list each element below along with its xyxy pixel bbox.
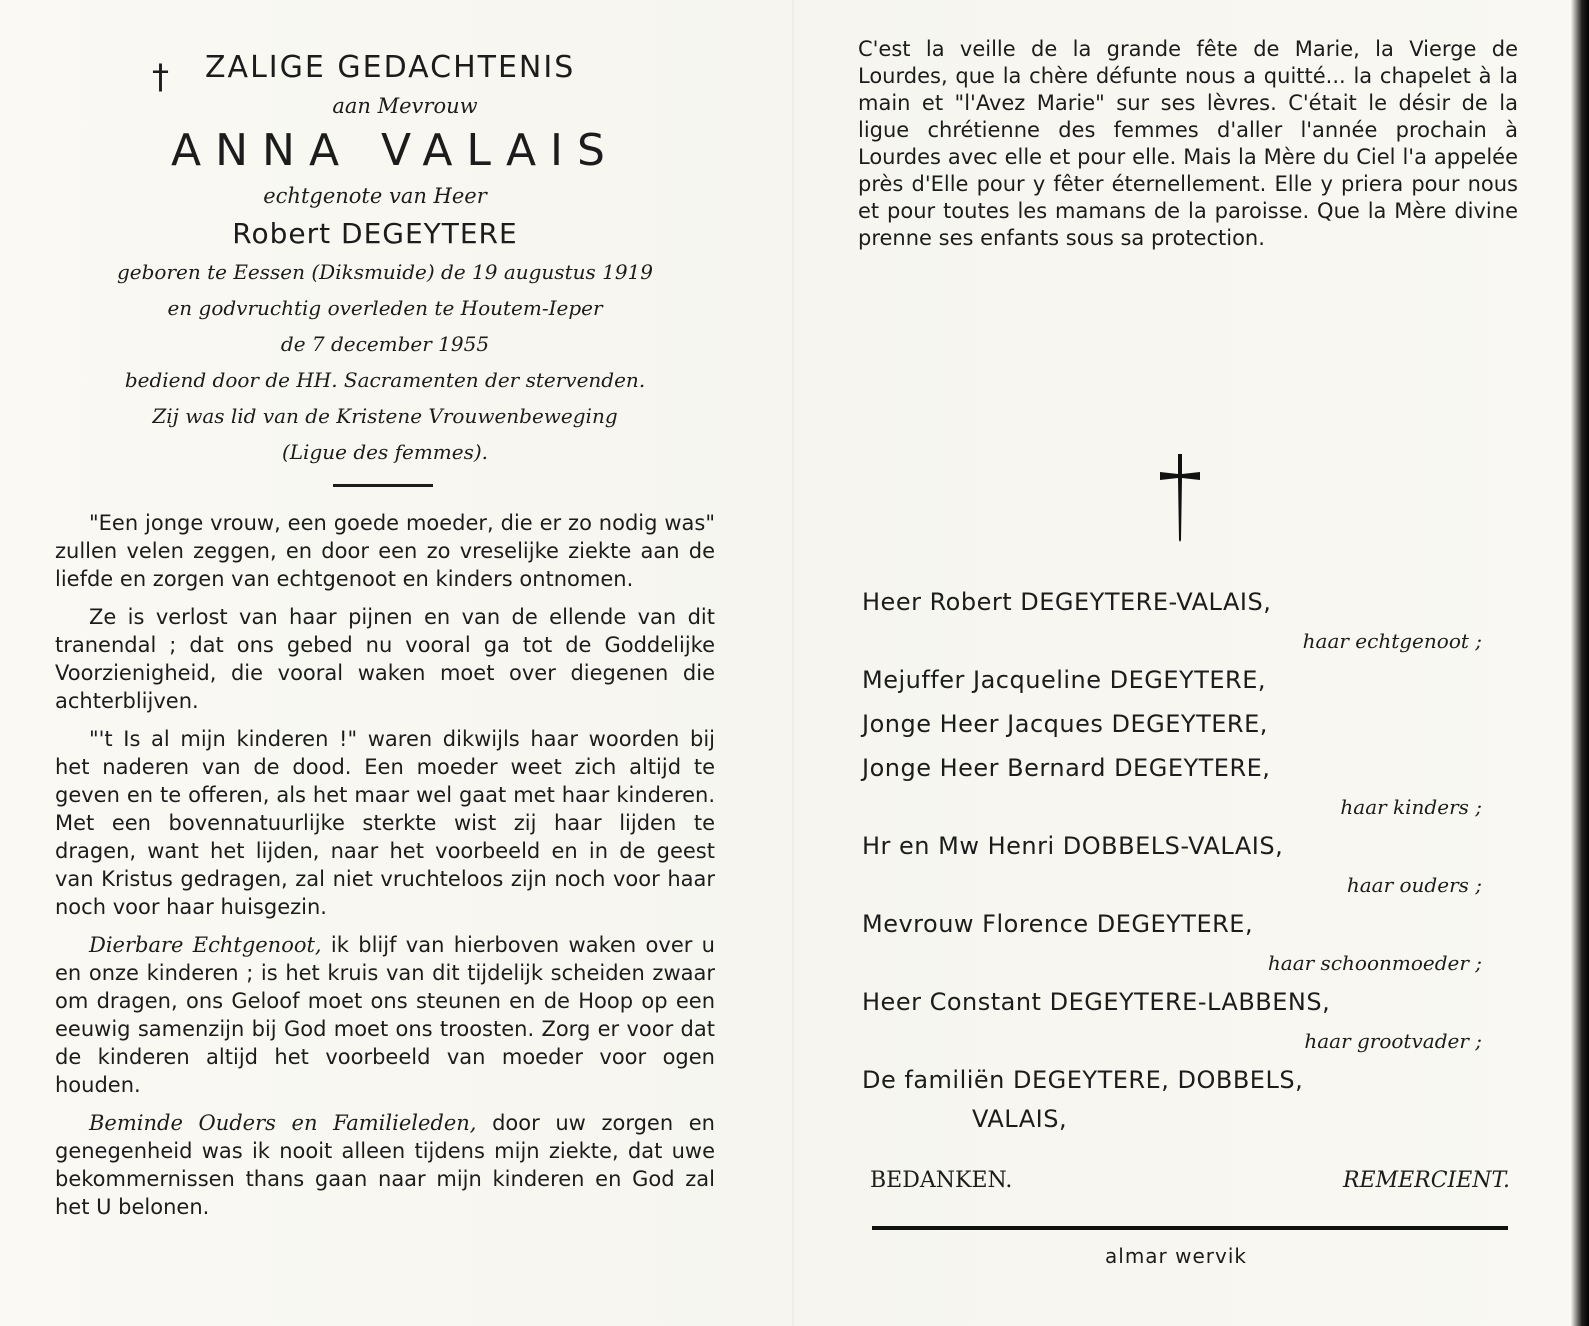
- family-member-role: haar kinders ;: [1340, 795, 1482, 819]
- paragraph-1: "Een jonge vrouw, een goede moeder, die er zo nodig was" zullen velen zeggen, en door een zo vreselijke ziekte aan de liefde en zorgen van echtgenoot en kinders ontnomen.: [55, 511, 715, 591]
- family-list: [862, 580, 1512, 1136]
- family-member-role: haar grootvader ;: [1304, 1029, 1482, 1053]
- sacraments-line: bediend door de HH. Sacramenten der stervenden.: [124, 368, 646, 392]
- thanks-dutch: BEDANKEN.: [870, 1168, 1013, 1193]
- family-member-name: Mejuffer Jacqueline DEGEYTERE,: [862, 666, 1267, 694]
- fold-line: [792, 0, 794, 1326]
- paragraph-5: [55, 1109, 715, 1221]
- divider: [333, 484, 433, 487]
- paragraph-4-lead: Dierbare Echtgenoot,: [89, 933, 322, 957]
- paragraph-4-rest: ik blijf van hierboven waken over u en onze kinderen ; is het kruis van dit tijdelijk scheiden zwaar om dragen, ons Geloof moet ons steunen en de Hoop op een eeuwig samenzijn bij God moet ons troosten. Zorg er voor dat de kinderen altijd het voorbeeld van moeder voor ogen houden.: [55, 933, 715, 1097]
- small-cross-icon: †: [152, 57, 169, 97]
- scan-edge: [1571, 0, 1589, 1326]
- paragraph-5-lead: Beminde Ouders en Familieleden,: [89, 1111, 477, 1135]
- thanks-french: REMERCIENT.: [1342, 1168, 1510, 1193]
- family-member-role: haar ouders ;: [1346, 873, 1482, 897]
- french-text: C'est la veille de la grande fête de Marie, la Vierge de Lourdes, que la chère défunte nous a quitté... la chapelet à la main et "l'Avez Marie" sur ses lèvres. C'était le désir de la ligue chrétienne des femmes d'aller l'année prochain à Lourdes avec elle et pour elle. Mais la Mère du Ciel l'a appelée près d'Elle pour y fêter éternellement. Elle y priera pour nous et pour toutes les mamans de la paroisse. Que la Mère divine prenne ses enfants sous sa protection.: [858, 37, 1518, 250]
- paragraph-5-rest: door uw zorgen en genegenheid was ik nooit alleen tijdens mijn ziekte, dat uwe bekommernissen thans gaan naar mijn kinderen en God zal het U belonen.: [55, 1111, 715, 1219]
- families-line-2: VALAIS,: [972, 1105, 1068, 1133]
- right-panel: [858, 36, 1518, 252]
- cross-icon: [1158, 452, 1202, 544]
- death-line-1: en godvruchtig overleden te Houtem-Ieper: [167, 296, 603, 320]
- family-member-name: Jonge Heer Jacques DEGEYTERE,: [862, 710, 1268, 738]
- paragraph-2: Ze is verlost van haar pijnen en van de ellende van dit tranendal ; dat ons gebed nu vooral ga tot de Goddelijke Voorzienigheid, die vooral waken moet over diegenen die achterblijven.: [55, 605, 715, 713]
- paragraph-3: "'t Is al mijn kinderen !" waren dikwijls haar woorden bij het naderen van de dood. Een moeder weet zich altijd te geven en te offeren, als het maar wel gaat met haar kinderen. Met een bovennatuurlijke sterkte wist zij haar lijden te dragen, want het lijden, naar het voorbeeld en in de geest van Kristus gedragen, zal niet vruchteloos zijn noch voor haar noch voor haar huisgezin.: [55, 727, 715, 919]
- death-line-2: de 7 december 1955: [280, 332, 490, 356]
- family-member-name: Hr en Mw Henri DOBBELS-VALAIS,: [862, 832, 1284, 860]
- printer-name: almar wervik: [1105, 1244, 1247, 1268]
- family-member-name: Mevrouw Florence DEGEYTERE,: [862, 910, 1254, 938]
- membership-fr-line: (Ligue des femmes).: [281, 440, 489, 464]
- spouse-of: echtgenote van Heer: [263, 184, 487, 208]
- family-member-role: haar echtgenoot ;: [1302, 629, 1482, 653]
- spouse-name: Robert DEGEYTERE: [232, 217, 518, 250]
- family-member-name: Heer Robert DEGEYTERE-VALAIS,: [862, 588, 1272, 616]
- families-line-1: De familiën DEGEYTERE, DOBBELS,: [862, 1066, 1304, 1094]
- bottom-rule: [872, 1226, 1508, 1230]
- left-panel: [55, 48, 715, 1231]
- family-member-name: Heer Constant DEGEYTERE-LABBENS,: [862, 988, 1331, 1016]
- heading: ZALIGE GEDACHTENIS: [205, 50, 576, 85]
- deceased-name: ANNA VALAIS: [171, 125, 619, 176]
- family-member-name: Jonge Heer Bernard DEGEYTERE,: [862, 754, 1271, 782]
- membership-line: Zij was lid van de Kristene Vrouwenbeweging: [152, 404, 618, 428]
- paragraph-4: [55, 931, 715, 1099]
- left-body-text: [55, 509, 715, 1221]
- family-member-role: haar schoonmoeder ;: [1267, 951, 1482, 975]
- addressee: aan Mevrouw: [332, 94, 478, 118]
- birth-line: geboren te Eessen (Diksmuide) de 19 augustus 1919: [116, 260, 654, 284]
